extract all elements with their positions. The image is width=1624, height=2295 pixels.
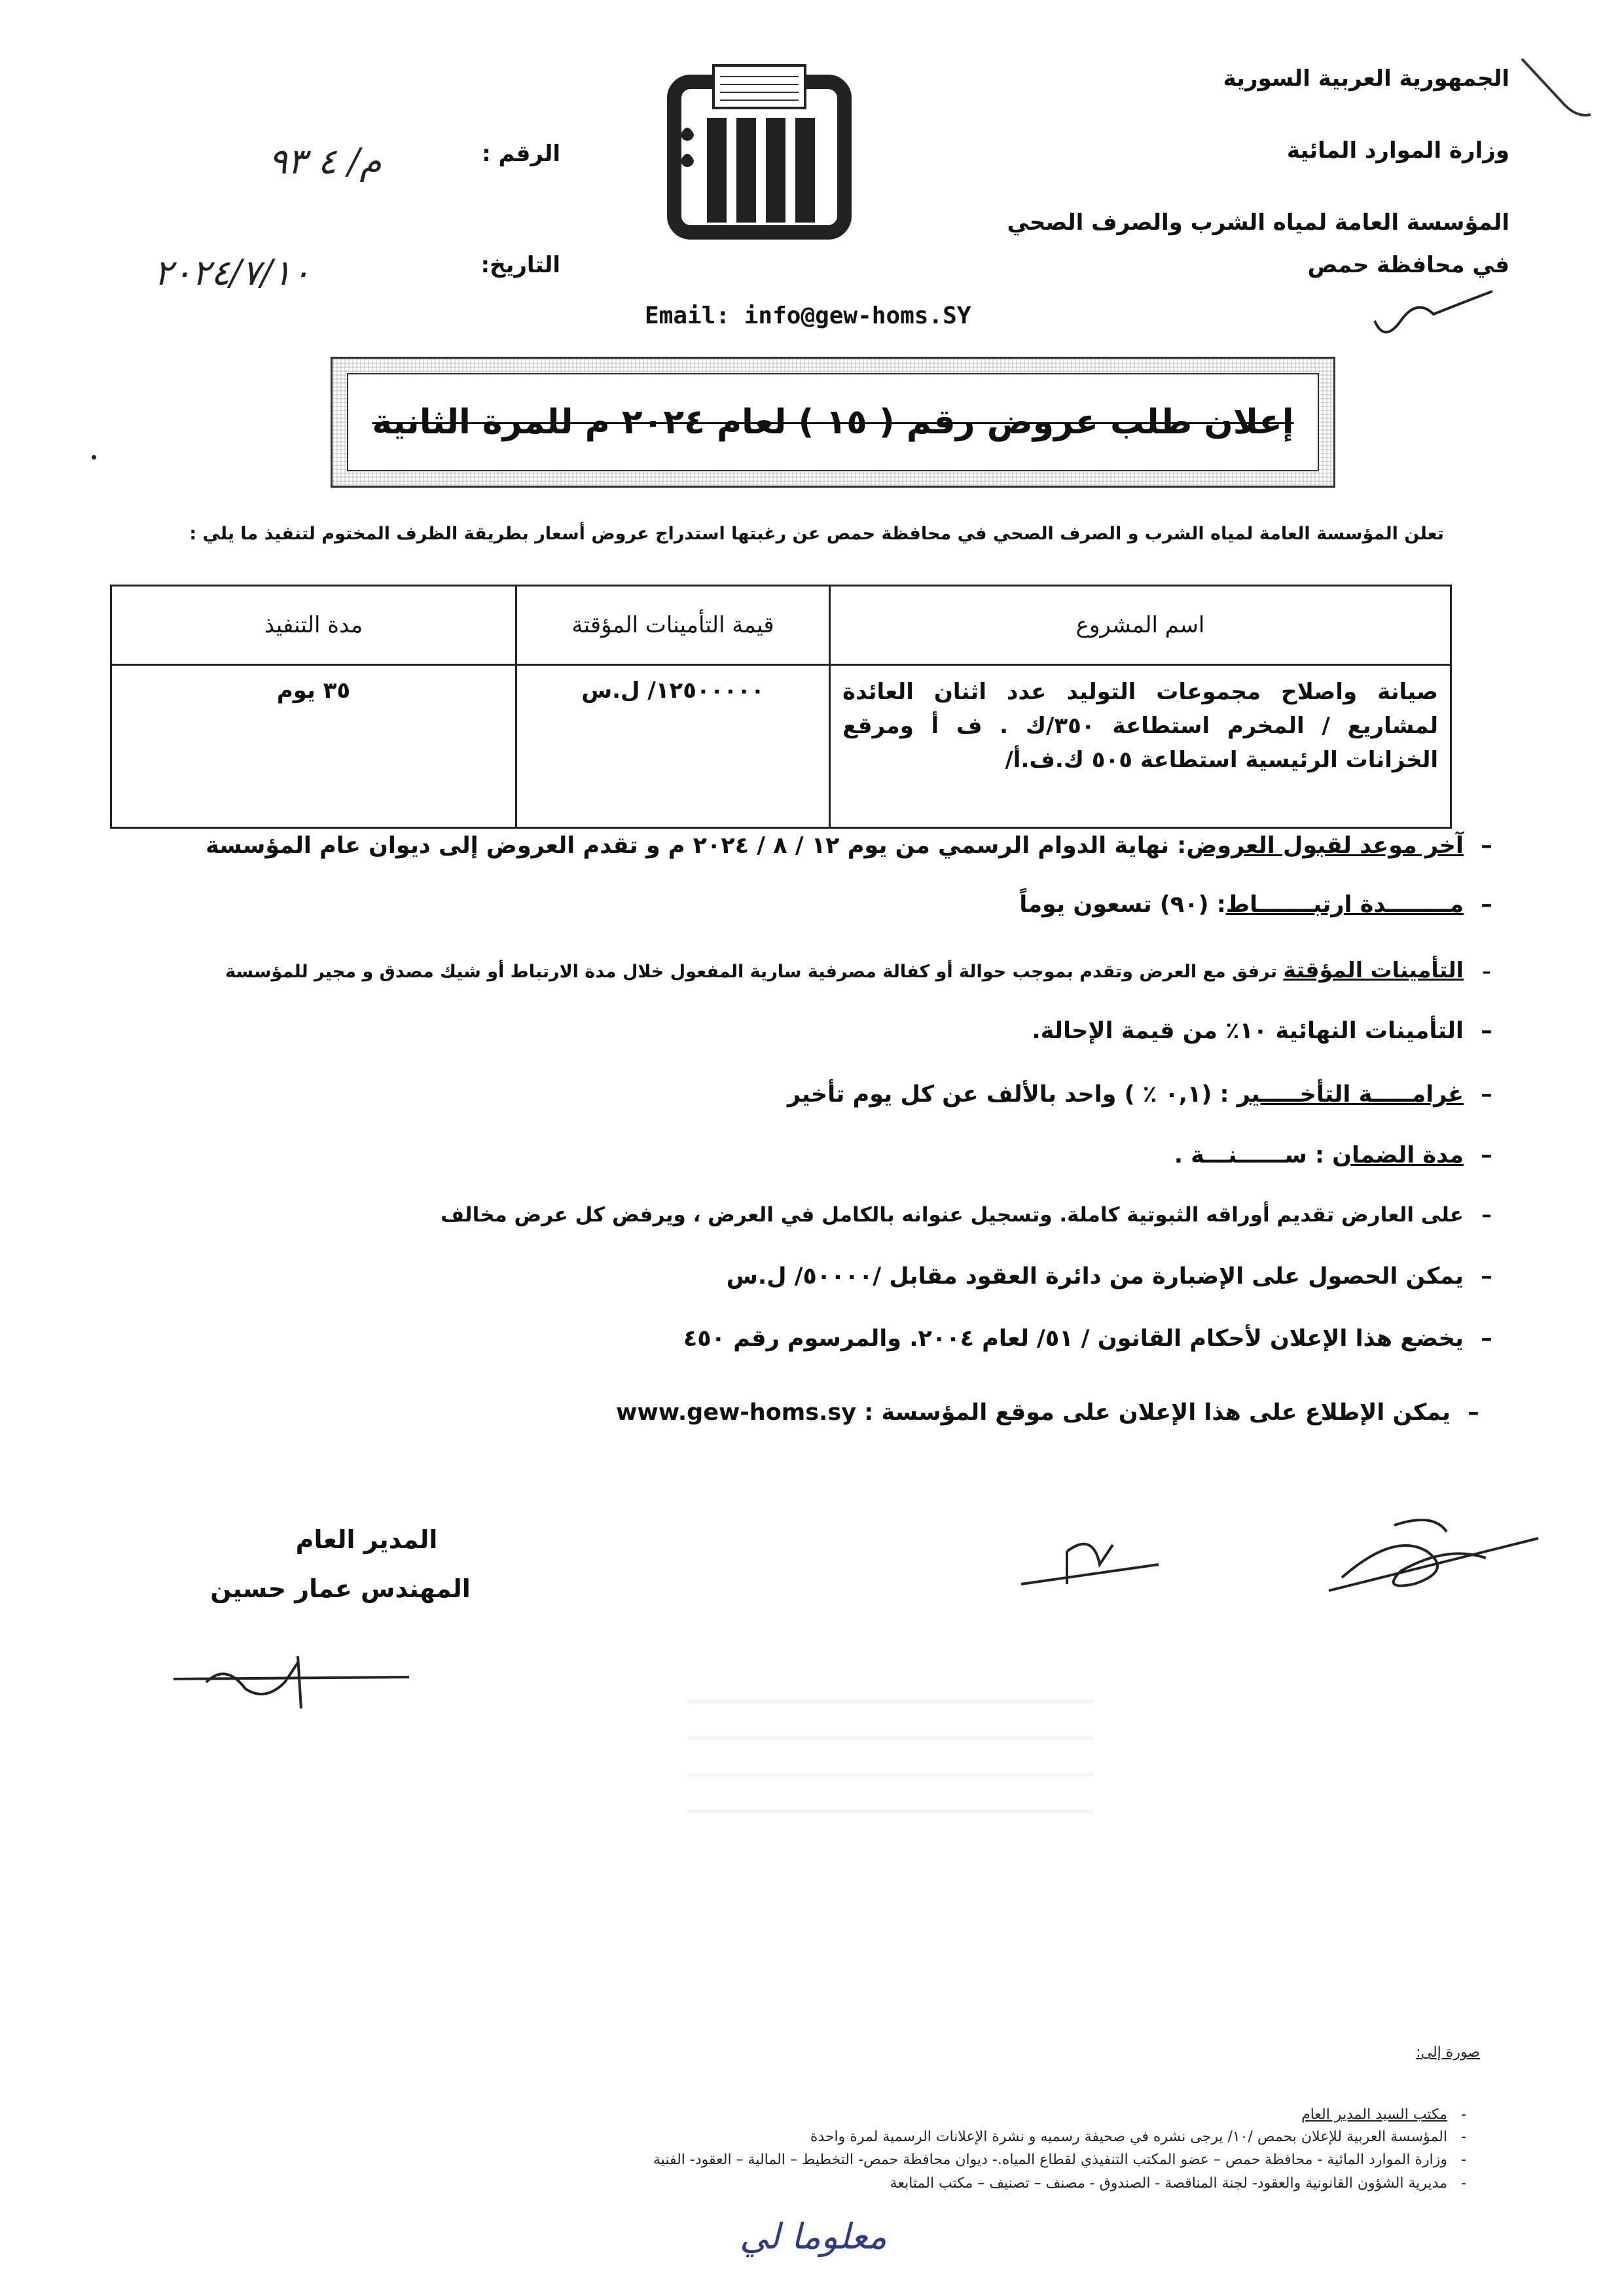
handwritten-note: معلوما لي	[740, 2216, 887, 2257]
header-insurance: قيمة التأمينات المؤقتة	[516, 586, 830, 665]
condition-temp-insurance: –التأمينات المؤقتة ترفق مع العرض وتقدم بموجب حوالة أو كفالة مصرفية سارية المفعول خلال مدة الارتباط أو شيك مصدق و مجير للمؤسسة	[225, 957, 1491, 983]
condition-delay-penalty: –غرامـــــة التأخـــــير : (٠,١ ٪ ) واحد بالألف عن كل يوم تأخير	[787, 1081, 1492, 1108]
email-address: Email: info@gew-homs.SY	[645, 302, 971, 329]
signatory-position: المدير العام	[295, 1525, 438, 1554]
middle-signature	[1015, 1525, 1165, 1597]
cc-title: صورة إلى:	[1416, 2044, 1480, 2061]
insurance-cell: ١٢٥٠٠٠٠٠/ ل.س	[516, 665, 830, 828]
establishment-name: المؤسسة العامة لمياه الشرب والصرف الصحي	[1007, 209, 1509, 236]
cc-item: -وزارة الموارد المائية - محافظة حمص – عضو المكتب التنفيذي لقطاع المياه.- ديوان محافظة حمص- التخطيط – المالية – العقود- الفنية	[653, 2152, 1466, 2168]
establishment-logo	[661, 56, 857, 242]
announcement-title-frame	[331, 357, 1335, 488]
header-duration: مدة التنفيذ	[111, 586, 516, 665]
condition-website: –يمكن الإطلاع على هذا الإعلان على موقع المؤسسة : www.gew-homs.sy	[616, 1400, 1479, 1426]
cc-item: -المؤسسة العربية للإعلان بحمص /١٠/ يرجى نشره في صحيفة رسميه و نشرة الإعلانات الرسمية لمرة واحدة	[810, 2129, 1466, 2145]
bleed-through-area	[687, 1676, 1093, 1846]
condition-commitment: –مــــــــدة ارتبـــــــاط: (٩٠) تسعون يوماً	[1019, 892, 1492, 918]
date-value: ٢٠٢٤/٧/١٠	[154, 252, 311, 293]
condition-warranty: –مدة الضمان : ســــــنـــة .	[1174, 1142, 1492, 1168]
announcement-title: إعلان طلب عروض رقم ( ١٥ ) لعام ٢٠٢٤ م للمرة الثانية	[372, 403, 1294, 442]
intro-text: تعلن المؤسسة العامة لمياه الشرب و الصرف الصحي في محافظة حمص عن رغبتها استدراج عروض أسعار بطريقة الظرف المختوم لتنفيذ ما يلي :	[189, 524, 1444, 544]
condition-file-price: –يمكن الحصول على الإضبارة من دائرة العقود مقابل /٥٠٠٠٠/ ل.س	[726, 1263, 1492, 1290]
condition-final-insurance: –التأمينات النهائية ١٠٪ من قيمة الإحالة.	[1032, 1018, 1492, 1044]
table-header-row	[111, 586, 1451, 665]
condition-deadline: –آخر موعد لقبول العروض: نهاية الدوام الرسمي من يوم ١٢ / ٨ / ٢٠٢٤ م و تقدم العروض إلى ديوان عام المؤسسة	[206, 833, 1492, 859]
governorate-name: في محافظة حمص	[1307, 252, 1509, 278]
condition-documents: –على العارض تقديم أوراقه الثبوتية كاملة. وتسجيل عنوانه بالكامل في العرض ، ويرفض كل عرض مخالف	[441, 1203, 1492, 1227]
cc-item: -مديرية الشؤون القانونية والعقود- لجنة المناقصة - الصندوق - مصنف – تصنيف – مكتب المتابعة	[890, 2175, 1466, 2192]
condition-law: –يخضع هذا الإعلان لأحكام القانون / ٥١/ لعام ٢٠٠٤. والمرسوم رقم ٤٥٠	[683, 1326, 1492, 1352]
corner-mark	[1519, 52, 1597, 124]
right-signature	[1316, 1506, 1551, 1610]
signatory-name: المهندس عمار حسين	[210, 1574, 471, 1603]
number-value: م/ ٤ ٩٣	[268, 141, 382, 182]
margin-dot	[92, 455, 96, 460]
project-name-cell: صيانة واصلاح مجموعات التوليد عدد اثنان العائدة لمشاريع / المخرم استطاعة ٣٥٠/ك . ف أ ومرقع الخزانات الرئيسية استطاعة ٥٠٥ ك.ف.أ/	[830, 665, 1451, 828]
director-signature	[167, 1650, 416, 1722]
republic-name: الجمهورية العربية السورية	[1223, 65, 1509, 92]
header-initial-signature	[1368, 281, 1499, 347]
project-table	[110, 585, 1452, 829]
ministry-name: وزارة الموارد المائية	[1286, 137, 1509, 164]
header-project-name: اسم المشروع	[830, 586, 1451, 665]
table-row	[111, 665, 1451, 828]
date-label: التاريخ:	[480, 252, 560, 278]
number-label: الرقم :	[482, 141, 560, 167]
duration-cell: ٣٥ يوم	[111, 665, 516, 828]
cc-item: -مكتب السيد المدير العام	[1301, 2106, 1466, 2123]
